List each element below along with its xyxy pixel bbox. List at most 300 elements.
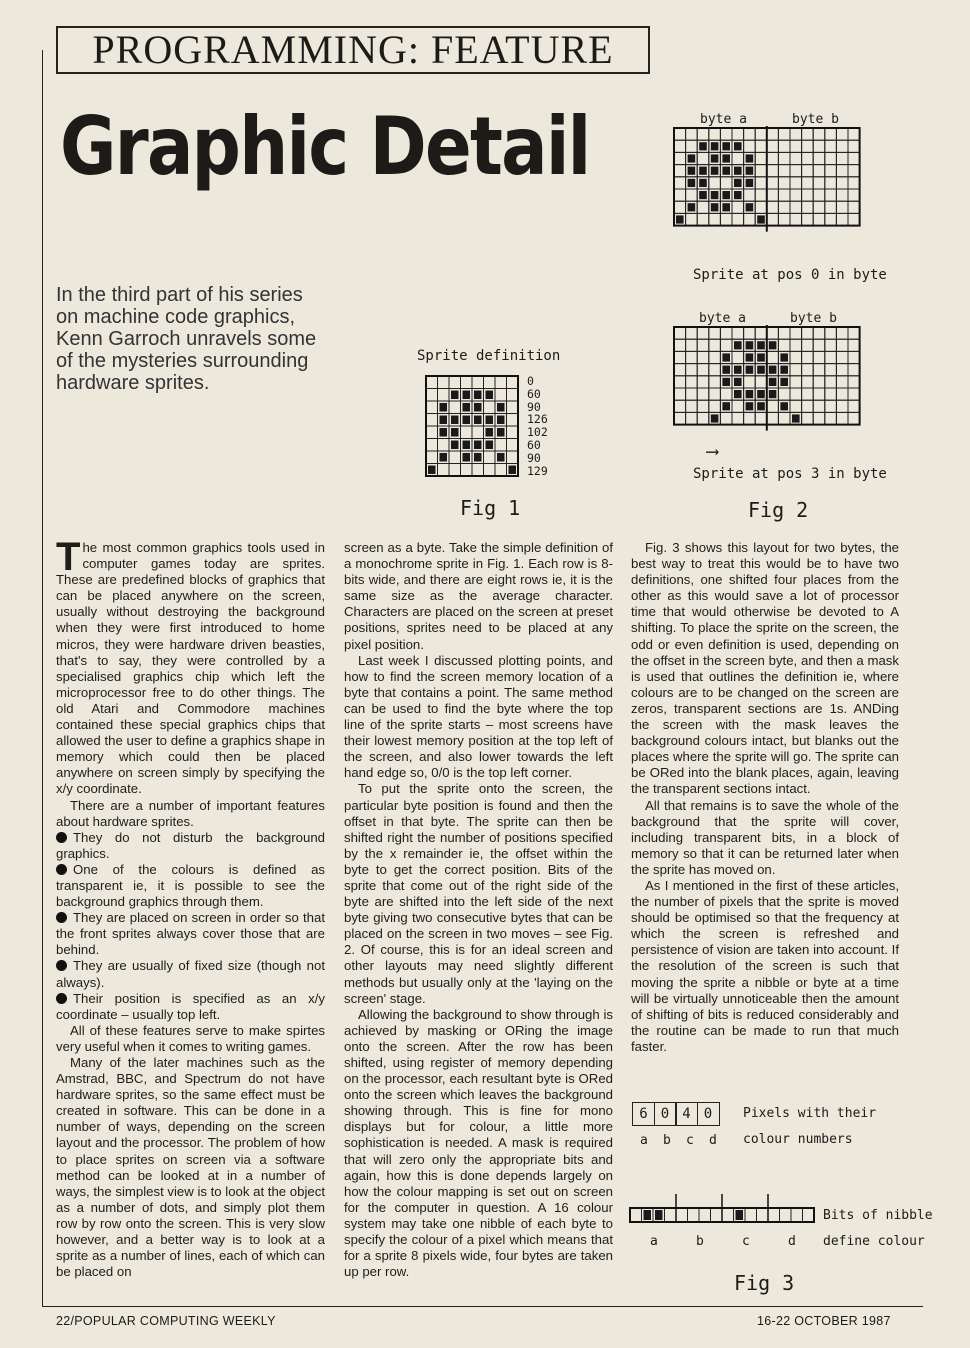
grid-cell (674, 152, 686, 164)
grid-cell (848, 152, 860, 164)
fig1-row-values (527, 375, 548, 477)
grid-cell (744, 412, 756, 424)
grid-cell (848, 376, 860, 388)
grid-cell (495, 376, 507, 389)
nibble-bit (722, 1208, 734, 1222)
fig3-pixels-caption: Pixels with their (743, 1106, 877, 1121)
grid-cell (744, 376, 756, 388)
grid-cell (802, 177, 814, 189)
grid-cell (767, 152, 779, 164)
sprite-pixel (722, 353, 730, 361)
nibble-bit (676, 1208, 688, 1222)
grid-cell (449, 401, 461, 414)
grid-cell (755, 201, 767, 213)
sprite-pixel (769, 378, 777, 386)
grid-cell (767, 165, 779, 177)
col3-paragraph: All that remains is to save the whole of the background that the sprite will cover, including transparent bits, in a block of memory so that it can be returned later when the sprite has moved on. (631, 797, 899, 877)
fig2-bottom-caption: Sprite at pos 3 in byte (693, 466, 887, 482)
col2-paragraph: screen as a byte. Take the simple definition of a monochrome sprite in Fig. 1. Each row is 8-bits wide, and there are eight rows ie, it is the same size as the average character. Characters are placed on the screen at preset positions, sprites need to be placed at any pixel position. (344, 540, 613, 652)
grid-cell (825, 201, 837, 213)
grid-cell (686, 412, 698, 424)
fig1-value: 60 (527, 386, 541, 401)
grid-cell (720, 327, 732, 339)
grid-cell (744, 140, 756, 152)
grid-cell (813, 351, 825, 363)
grid-cell (848, 412, 860, 424)
grid-cell (697, 213, 709, 225)
grid-cell (438, 376, 450, 389)
sprite-pixel (746, 203, 754, 211)
grid-cell (802, 201, 814, 213)
grid-cell (825, 213, 837, 225)
grid-cell (686, 351, 698, 363)
grid-cell (836, 339, 848, 351)
grid-cell (767, 213, 779, 225)
bullet-icon (56, 993, 67, 1004)
sprite-pixel (699, 167, 707, 175)
nibble-bit (711, 1208, 723, 1222)
grid-cell (686, 388, 698, 400)
bullet-text: They are placed on screen in order so that the front sprites always cover those that are behind. (56, 910, 325, 958)
grid-cell (778, 165, 790, 177)
sprite-pixel (463, 441, 471, 450)
nibble-bit (768, 1208, 780, 1222)
sprite-pixel (474, 441, 482, 450)
fig2-top-byte-b: byte b (792, 112, 839, 127)
col1-paragraph: All of these features serve to make spirtes very useful when it comes to writing games. (56, 1022, 325, 1054)
grid-cell (732, 128, 744, 140)
grid-cell (778, 327, 790, 339)
grid-cell (790, 189, 802, 201)
grid-cell (790, 201, 802, 213)
headline: Graphic Detail (60, 100, 590, 193)
grid-cell (790, 165, 802, 177)
sprite-pixel (734, 366, 742, 374)
grid-cell (755, 165, 767, 177)
sprite-pixel (486, 416, 494, 425)
section-banner: PROGRAMMING: FEATURE (56, 26, 650, 74)
fig3-bit-letter: d (788, 1234, 796, 1249)
grid-cell (755, 177, 767, 189)
grid-cell (674, 400, 686, 412)
grid-cell (813, 412, 825, 424)
grid-cell (813, 128, 825, 140)
grid-cell (507, 426, 519, 439)
grid-cell (732, 412, 744, 424)
grid-cell (825, 140, 837, 152)
grid-cell (825, 152, 837, 164)
grid-cell (813, 177, 825, 189)
grid-cell (426, 451, 438, 464)
grid-cell (790, 400, 802, 412)
grid-cell (732, 201, 744, 213)
grid-cell (720, 177, 732, 189)
sprite-pixel (734, 191, 742, 199)
grid-cell (495, 464, 507, 477)
col1-paragraph: Many of the later machines such as the Amstrad, BBC, and Spectrum do not have hardware sprites, so the same effect must be created in software. This can be done in a number of ways, depending on the screen layout and the processor. The problem of how to place sprites on screen via a software method can be looked at in a number of ways, the simplest view is to look at the object as a number of dots, and simply plot them row by row onto the screen. This is very slow however, and a better way is to look at a sprite as a number of lines, each of which can be placed on (56, 1055, 325, 1280)
grid-cell (836, 213, 848, 225)
fig2-top-caption: Sprite at pos 0 in byte (693, 267, 887, 283)
sprite-pixel (746, 390, 754, 398)
grid-cell (778, 140, 790, 152)
bullet-icon (56, 960, 67, 971)
col3-paragraph: As I mentioned in the first of these articles, the number of pixels that the sprite is moved should be optimised so that the frequency at which the screen is refreshed and persistence of vision are taken into account. If the resolution of the screen is such that moving the sprite a nibble or byte at a time will be virtually unnoticeable then the amount of shifting of bits is reduced considerably and the routine can be made to run that much faster. (631, 877, 899, 1054)
sprite-pixel (497, 453, 505, 462)
grid-cell (836, 412, 848, 424)
drop-cap: T (56, 535, 81, 579)
sprite-pixel (746, 167, 754, 175)
grid-cell (790, 376, 802, 388)
grid-cell (848, 388, 860, 400)
col1-paragraph: There are a number of important features about hardware sprites. (56, 797, 325, 829)
grid-cell (461, 426, 473, 439)
grid-cell (709, 128, 721, 140)
grid-cell (778, 189, 790, 201)
grid-cell (825, 177, 837, 189)
sprite-pixel (769, 366, 777, 374)
grid-cell (825, 364, 837, 376)
nibble-bit (745, 1208, 757, 1222)
fig2-bottom-byte-a: byte a (699, 311, 746, 326)
sprite-pixel (463, 416, 471, 425)
grid-cell (438, 389, 450, 402)
grid-cell (686, 364, 698, 376)
grid-cell (813, 388, 825, 400)
grid-cell (484, 376, 496, 389)
grid-cell (697, 400, 709, 412)
grid-cell (686, 128, 698, 140)
fig3-pixel-box: 6 (632, 1102, 655, 1126)
fig2-bottom-sprite-grid (672, 325, 864, 445)
grid-cell (813, 165, 825, 177)
sprite-pixel (769, 390, 777, 398)
sprite-pixel (722, 366, 730, 374)
col1-bullet (56, 910, 325, 958)
fig3-bit-letter: a (650, 1234, 658, 1249)
grid-cell (674, 412, 686, 424)
grid-cell (778, 177, 790, 189)
grid-cell (778, 339, 790, 351)
grid-cell (836, 165, 848, 177)
grid-cell (709, 364, 721, 376)
fig2-label: Fig 2 (748, 498, 809, 522)
fig3-nibble-bits (628, 1192, 818, 1226)
grid-cell (767, 351, 779, 363)
sprite-pixel (734, 142, 742, 150)
sprite-pixel (463, 391, 471, 400)
sprite-pixel (722, 142, 730, 150)
column-3 (631, 540, 899, 1055)
grid-cell (674, 189, 686, 201)
grid-cell (507, 414, 519, 427)
grid-cell (507, 376, 519, 389)
grid-cell (697, 351, 709, 363)
grid-cell (732, 327, 744, 339)
grid-cell (778, 388, 790, 400)
grid-cell (674, 201, 686, 213)
grid-cell (507, 389, 519, 402)
nibble-bit-set (736, 1210, 744, 1220)
grid-cell (461, 464, 473, 477)
col1-bullet (56, 958, 325, 990)
fig3-pixel-box: 0 (654, 1102, 677, 1126)
sprite-pixel (746, 154, 754, 162)
nibble-bit (688, 1208, 700, 1222)
grid-cell (848, 177, 860, 189)
sprite-pixel (486, 441, 494, 450)
sprite-pixel (722, 378, 730, 386)
grid-cell (813, 213, 825, 225)
grid-cell (778, 213, 790, 225)
grid-cell (813, 400, 825, 412)
grid-cell (836, 177, 848, 189)
grid-cell (495, 439, 507, 452)
sprite-pixel (722, 402, 730, 410)
grid-cell (697, 412, 709, 424)
grid-cell (825, 412, 837, 424)
grid-cell (674, 140, 686, 152)
sprite-pixel (757, 366, 765, 374)
footer-date: 16-22 OCTOBER 1987 (757, 1314, 891, 1328)
grid-cell (686, 213, 698, 225)
fig3-pixel-letter: b (663, 1133, 671, 1148)
bullet-icon (56, 912, 67, 923)
sprite-pixel (440, 416, 448, 425)
grid-cell (674, 128, 686, 140)
sprite-pixel (451, 441, 459, 450)
fig1-value: 90 (527, 450, 541, 465)
col2-paragraph: To put the sprite onto the screen, the particular byte position is found and then the offset in that byte. The sprite can then be shifted right the number of positions specified by the x remainder ie, the offset within the byte to get the correct position. Bits of the sprite that come out of the right side of the byte are shifted into the left side of the next byte giving two consecutive bytes that can be placed on the screen in two moves – see Fig. 2. Of course, this is for an ideal screen and other layouts may need slightly different methods but usually only at the 'laying on the screen' stage. (344, 781, 613, 1006)
sprite-pixel (722, 191, 730, 199)
grid-cell (709, 351, 721, 363)
sprite-pixel (780, 402, 788, 410)
grid-cell (507, 439, 519, 452)
grid-cell (720, 339, 732, 351)
grid-cell (767, 177, 779, 189)
fig3-bit-letter: c (742, 1234, 750, 1249)
sprite-pixel (699, 142, 707, 150)
grid-cell (790, 128, 802, 140)
nibble-bit (803, 1208, 815, 1222)
grid-cell (674, 177, 686, 189)
grid-cell (790, 152, 802, 164)
sprite-pixel (451, 428, 459, 437)
grid-cell (802, 388, 814, 400)
grid-cell (755, 128, 767, 140)
sprite-pixel (497, 428, 505, 437)
grid-cell (802, 213, 814, 225)
intro-standfirst: In the third part of his series on machine code graphics, Kenn Garroch unravels some of the mysteries surrounding hardware sprites. (56, 284, 317, 394)
grid-cell (778, 201, 790, 213)
grid-cell (836, 364, 848, 376)
nibble-bit (665, 1208, 677, 1222)
grid-cell (836, 140, 848, 152)
sprite-pixel (451, 416, 459, 425)
grid-cell (802, 364, 814, 376)
sprite-pixel (711, 414, 719, 422)
sprite-pixel (486, 391, 494, 400)
sprite-pixel (486, 428, 494, 437)
grid-cell (802, 152, 814, 164)
grid-cell (686, 140, 698, 152)
grid-cell (472, 464, 484, 477)
sprite-pixel (746, 341, 754, 349)
sprite-pixel (734, 378, 742, 386)
sprite-pixel (711, 191, 719, 199)
grid-cell (767, 189, 779, 201)
fig1-value: 0 (527, 374, 534, 388)
grid-cell (848, 128, 860, 140)
col2-paragraph: Last week I discussed plotting points, and how to find the screen memory location of a byte that contains a point. The same method can be used to find the byte where the top line of the sprite starts – most screens have their lowest memory position at the top left of the screen, and also lower towards the left hand edge so, 0/0 is the top left corner. (344, 652, 613, 781)
grid-cell (507, 451, 519, 464)
grid-cell (744, 213, 756, 225)
sprite-pixel (780, 366, 788, 374)
grid-cell (825, 376, 837, 388)
grid-cell (825, 327, 837, 339)
sprite-pixel (497, 403, 505, 412)
nibble-bit-set (655, 1210, 663, 1220)
grid-cell (732, 400, 744, 412)
sprite-pixel (509, 466, 517, 475)
grid-cell (697, 201, 709, 213)
sprite-pixel (711, 154, 719, 162)
col1-paragraph (56, 535, 325, 798)
sprite-pixel (688, 179, 696, 187)
grid-cell (709, 400, 721, 412)
grid-cell (802, 128, 814, 140)
grid-cell (709, 388, 721, 400)
grid-cell (825, 189, 837, 201)
grid-cell (426, 389, 438, 402)
fig2-top-sprite-grid (672, 126, 864, 252)
grid-cell (495, 389, 507, 402)
sprite-pixel (734, 390, 742, 398)
sprite-pixel (474, 391, 482, 400)
footer-page-info: 22/POPULAR COMPUTING WEEKLY (56, 1314, 276, 1328)
grid-cell (767, 412, 779, 424)
grid-cell (813, 376, 825, 388)
grid-cell (449, 464, 461, 477)
grid-cell (744, 189, 756, 201)
grid-cell (755, 189, 767, 201)
fig3-pixel-letter: a (640, 1133, 648, 1148)
grid-cell (755, 327, 767, 339)
grid-cell (802, 351, 814, 363)
grid-cell (825, 351, 837, 363)
grid-cell (778, 412, 790, 424)
grid-cell (755, 412, 767, 424)
fig1-value: 126 (527, 412, 548, 427)
grid-cell (709, 177, 721, 189)
grid-cell (790, 140, 802, 152)
grid-cell (674, 339, 686, 351)
grid-cell (802, 165, 814, 177)
fig3-pixel-boxes (632, 1102, 720, 1126)
grid-cell (767, 400, 779, 412)
grid-cell (767, 128, 779, 140)
grid-cell (720, 388, 732, 400)
grid-cell (825, 388, 837, 400)
grid-cell (813, 327, 825, 339)
grid-cell (674, 327, 686, 339)
grid-cell (732, 213, 744, 225)
sprite-pixel (440, 428, 448, 437)
grid-cell (472, 376, 484, 389)
grid-cell (848, 351, 860, 363)
grid-cell (813, 189, 825, 201)
grid-cell (484, 451, 496, 464)
fig3-pixels-caption-2: colour numbers (743, 1132, 853, 1147)
fig1-value: 102 (527, 425, 548, 440)
nibble-bit (791, 1208, 803, 1222)
grid-cell (709, 213, 721, 225)
grid-cell (449, 451, 461, 464)
grid-cell (426, 426, 438, 439)
grid-cell (484, 464, 496, 477)
grid-cell (790, 364, 802, 376)
column-2 (344, 540, 613, 1280)
grid-cell (836, 189, 848, 201)
sprite-pixel (722, 203, 730, 211)
sprite-pixel (463, 403, 471, 412)
sprite-pixel (711, 203, 719, 211)
sprite-pixel (792, 414, 800, 422)
grid-cell (790, 351, 802, 363)
col1-p1-text: he most common graphics tools used in computer games today are sprites. These are predefined blocks of graphics that can be placed anywhere on the screen, usually without destroying the background when they were first introduced to home micros, they were hardware driven beasties, that's to say, they were controlled by a specialised graphics chip which left the microprocessor free to do other things. The old Atari and Commodore machines contained these special graphics chips that allowed the user to define a graphics shape in memory which could then be placed anywhere on screen simply by specifying the x/y coordinate. (56, 540, 325, 797)
fig1-title: Sprite definition (417, 348, 561, 364)
grid-cell (697, 364, 709, 376)
grid-cell (848, 165, 860, 177)
grid-cell (697, 376, 709, 388)
grid-cell (778, 128, 790, 140)
grid-cell (697, 327, 709, 339)
sprite-pixel (780, 353, 788, 361)
grid-cell (755, 140, 767, 152)
grid-cell (802, 400, 814, 412)
grid-cell (426, 401, 438, 414)
fig1-value: 60 (527, 437, 541, 452)
grid-cell (720, 412, 732, 424)
grid-cell (813, 339, 825, 351)
grid-cell (802, 327, 814, 339)
sprite-pixel (699, 179, 707, 187)
grid-cell (697, 388, 709, 400)
grid-cell (674, 351, 686, 363)
nibble-bit (699, 1208, 711, 1222)
grid-cell (426, 414, 438, 427)
grid-cell (790, 177, 802, 189)
sprite-pixel (474, 453, 482, 462)
grid-cell (790, 388, 802, 400)
grid-cell (720, 128, 732, 140)
nibble-bit (757, 1208, 769, 1222)
grid-cell (836, 388, 848, 400)
fig3-bit-letter: b (696, 1234, 704, 1249)
sprite-pixel (757, 402, 765, 410)
grid-cell (836, 128, 848, 140)
grid-cell (732, 152, 744, 164)
grid-cell (778, 152, 790, 164)
grid-cell (802, 339, 814, 351)
fig3-bits-caption: Bits of nibble (823, 1208, 933, 1223)
grid-cell (802, 376, 814, 388)
grid-cell (813, 201, 825, 213)
sprite-pixel (440, 453, 448, 462)
fig3-pixel-box: 4 (675, 1102, 698, 1126)
col1-bullet (56, 862, 325, 910)
grid-cell (461, 376, 473, 389)
sprite-pixel (688, 154, 696, 162)
